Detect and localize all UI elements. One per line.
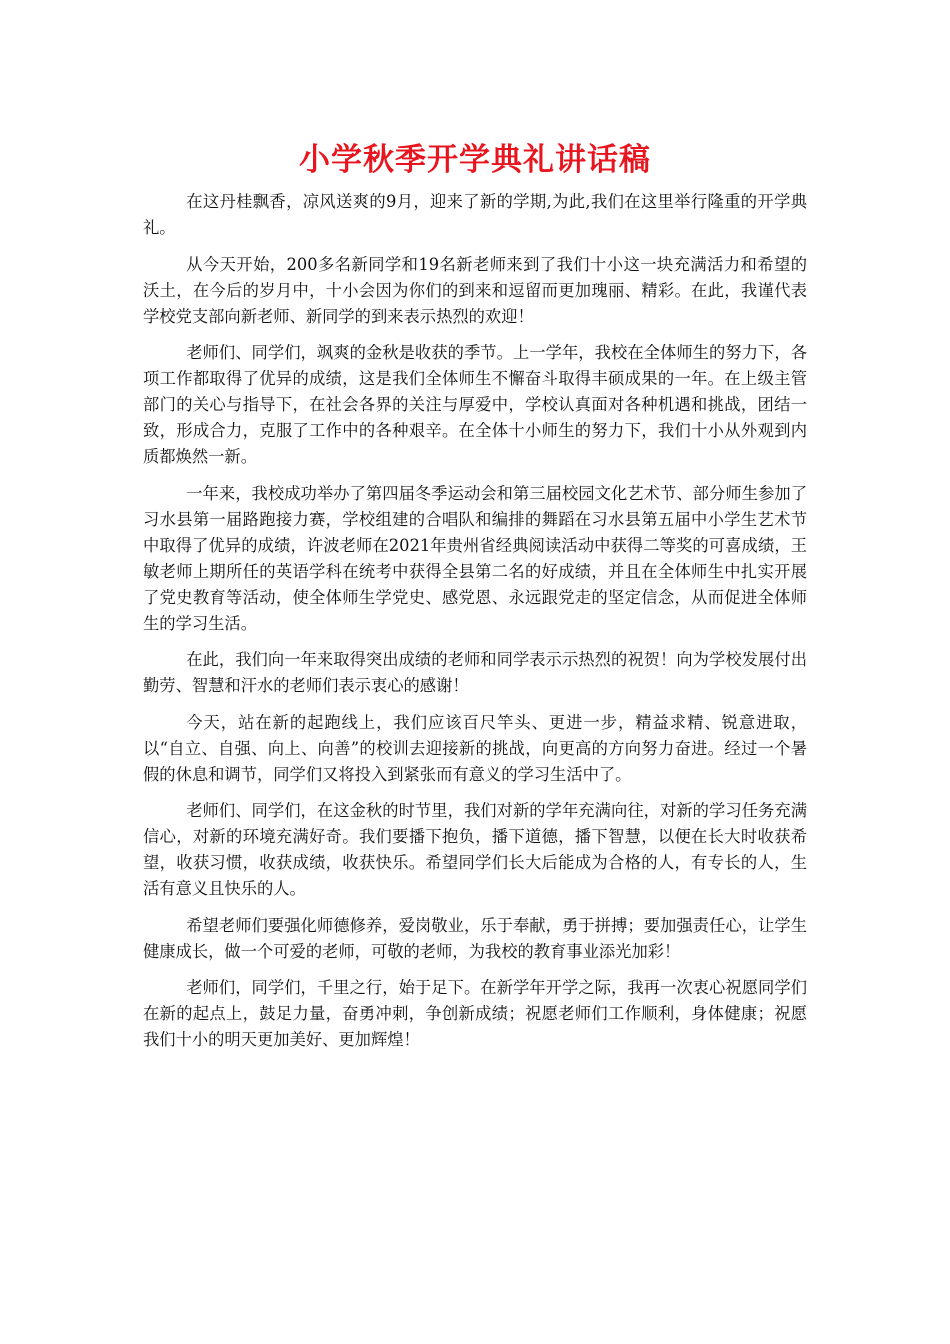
paragraph: 今天，站在新的起跑线上，我们应该百尺竿头、更进一步，精益求精、锐意进取，以“自立、自强、向上、向善”的校训去迎接新的挑战，向更高的方向努力奋进。经过一个暑假的休息和调节，同学们又将投入到紧张而有意义的学习生活中了。 [143, 712, 807, 784]
paragraph: 在此，我们向一年来取得突出成绩的老师和同学表示示热烈的祝贺！向为学校发展付出勤劳、智慧和汗水的老师们表示衷心的感谢！ [143, 650, 807, 695]
paragraph: 老师们、同学们，在这金秋的时节里，我们对新的学年充满向往，对新的学习任务充满信心，对新的环境充满好奇。我们要播下抱负，播下道德，播下智慧，以便在长大时收获希望，收获习惯，收获成绩，收获快乐。希望同学们长大后能成为合格的人，有专长的人，生活有意义且快乐的人。 [143, 801, 807, 898]
paragraph: 从今天开始，200多名新同学和19名新老师来到了我们十小这一块充满活力和希望的沃土，在今后的岁月中，十小会因为你们的到来和逗留而更加瑰丽、精彩。在此，我谨代表学校党支部向新老师、新同学的到来表示热烈的欢迎！ [143, 254, 807, 326]
paragraph: 老师们，同学们，千里之行，始于足下。在新学年开学之际，我再一次衷心祝愿同学们在新的起点上，鼓足力量，奋勇冲刺，争创新成绩；祝愿老师们工作顺利，身体健康；祝愿我们十小的明天更加美好、更加辉煌！ [143, 978, 807, 1049]
document-body [143, 189, 807, 1064]
paragraph: 在这丹桂飘香，凉风送爽的9月，迎来了新的学期,为此,我们在这里举行隆重的开学典礼。 [143, 192, 807, 237]
paragraph: 老师们、同学们，飒爽的金秋是收获的季节。上一学年，我校在全体师生的努力下，各项工作都取得了优异的成绩，这是我们全体师生不懈奋斗取得丰硕成果的一年。在上级主管部门的关心与指导下，在社会各界的关注与厚爱中，学校认真面对各种机遇和挑战，团结一致，形成合力，克服了工作中的各种艰辛。在全体十小师生的努力下，我们十小从外观到内质都焕然一新。 [143, 343, 807, 466]
document-title: 小学秋季开学典礼讲话稿 [299, 142, 651, 178]
paragraph: 一年来，我校成功举办了第四届冬季运动会和第三届校园文化艺术节、部分师生参加了习水县第一届路跑接力赛，学校组建的合唱队和编排的舞蹈在习水县第五届中小学生艺术节中取得了优异的成绩，许波老师在2021年贵州省经典阅读活动中获得二等奖的可喜成绩，王敏老师上期所任的英语学科在统考中获得全县第二名的好成绩，并且在全体师生中扎实开展了党史教育等活动，使全体师生学党史、感党恩、永远跟党走的坚定信念，从而促进全体师生的学习生活。 [143, 483, 807, 633]
paragraph: 希望老师们要强化师德修养，爱岗敬业，乐于奉献，勇于拼搏；要加强责任心，让学生健康成长，做一个可爱的老师，可敬的老师，为我校的教育事业添光加彩！ [143, 915, 807, 961]
